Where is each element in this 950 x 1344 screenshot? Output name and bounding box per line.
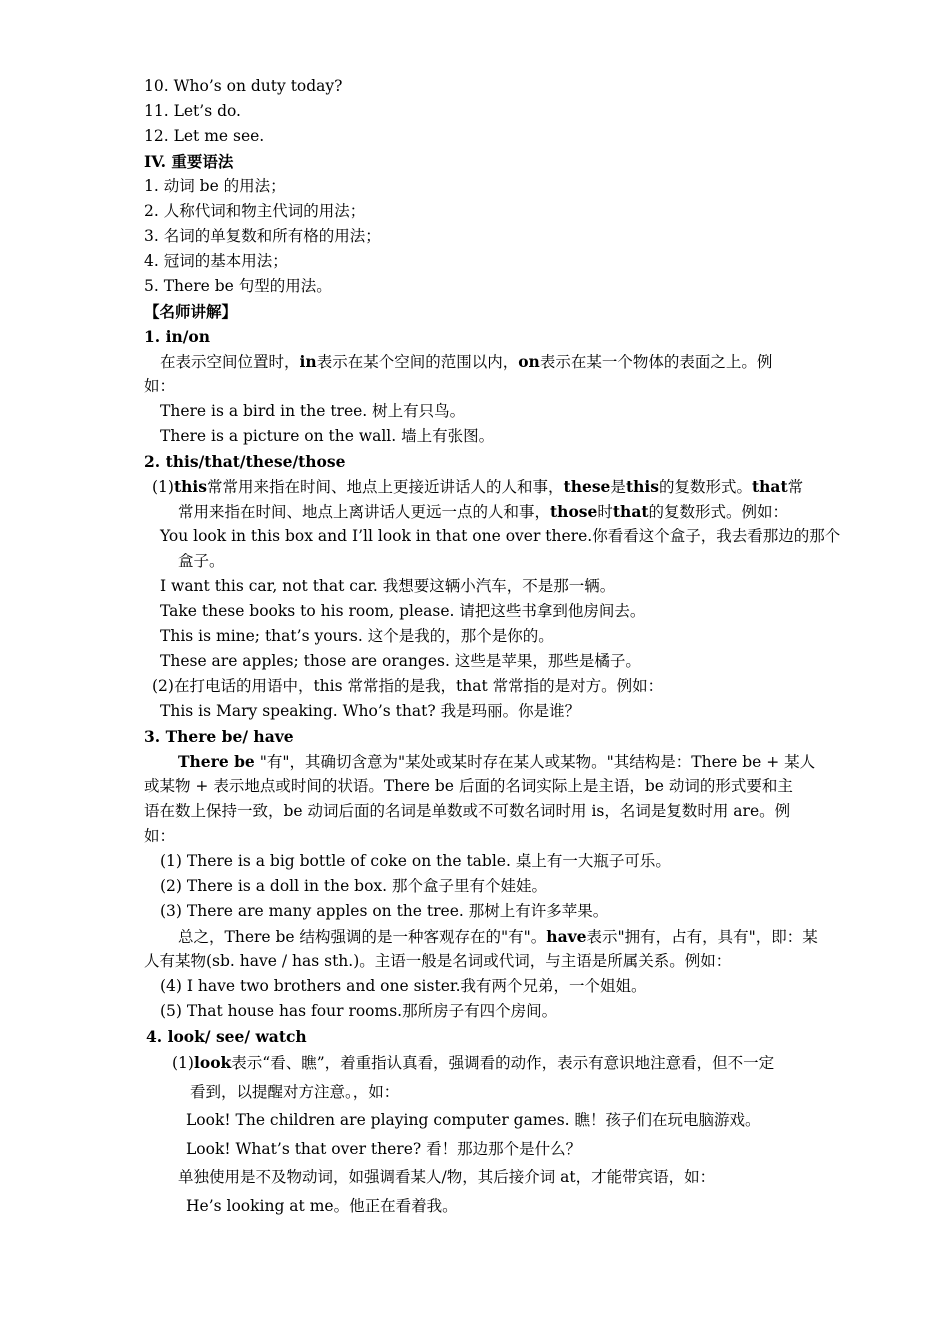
text-run: 时 (597, 503, 613, 521)
paragraph-line (178, 749, 850, 775)
text-run: that (612, 502, 649, 521)
text-run: (1) (152, 478, 174, 496)
text-run: 常 (787, 478, 804, 496)
example-line: Take these books to his room, please. 请把这些书拿到他房间去。 (160, 602, 646, 620)
text-run: 是 (610, 478, 626, 496)
text-run: this (173, 477, 208, 496)
paragraph-line (172, 1050, 844, 1076)
text-run: There be (178, 752, 255, 771)
text-run: 表示在某一个物体的表面之上。例 (539, 353, 773, 371)
example-line: He’s looking at me。他正在看着我。 (186, 1197, 458, 1215)
text-run: these (563, 477, 611, 496)
text-run: on (518, 352, 540, 371)
text-run: "有"，其确切含意为"某处或某时存在某人或某物。"其结构是：There be + 某人 (254, 753, 816, 771)
example-line: (3) There are many apples on the tree. 那树上有许多苹果。 (160, 902, 609, 920)
text-run: 表示“看、瞧”，着重指认真看，强调看的动作，表示有意识地注意看，但不一定 (231, 1054, 775, 1072)
paragraph-line: (2)在打电话的用语中，this 常常指的是我，that 常常指的是对方。例如： (152, 677, 664, 695)
text-run: 的复数形式。例如： (648, 503, 789, 521)
example-line: This is mine; that’s yours. 这个是我的，那个是你的。 (160, 627, 554, 645)
text-run: 的复数形式。 (658, 478, 752, 496)
example-line: These are apples; those are oranges. 这些是苹果，那些是橘子。 (160, 652, 641, 670)
paragraph-line: 单独使用是不及物动词，如强调看某人/物，其后接介词 at，才能带宾语，如： (178, 1168, 716, 1186)
text-run: in (299, 352, 317, 371)
example-line: There is a bird in the tree. 树上有只鸟。 (160, 402, 466, 420)
list-item: 4. 冠词的基本用法； (144, 252, 288, 270)
subsection-heading: 3. There be/ have (144, 727, 294, 746)
text-run: 常用来指在时间、地点上离讲话人更远一点的人和事， (178, 503, 551, 521)
paragraph-line: 看到，以提醒对方注意。，如： (190, 1083, 400, 1101)
example-line: (5) That house has four rooms.那所房子有四个房间。 (160, 1002, 558, 1020)
example-line: I want this car, not that car. 我想要这辆小汽车，不是那一辆。 (160, 577, 616, 595)
text-run: 总之，There be 结构强调的是一种客观存在的"有"。 (178, 928, 547, 946)
subsection-heading: 1. in/on (144, 327, 211, 346)
text-line: 11. Let’s do. (144, 102, 241, 120)
paragraph-line: 如： (144, 377, 176, 395)
text-run: 表示"拥有，占有，具有"，即：某 (586, 928, 818, 946)
paragraph-line: 人有某物(sb. have / has sth.)。主语一般是名词或代词，与主语是所属关系。例如： (144, 952, 732, 970)
section-heading: 【名师讲解】 (144, 302, 238, 321)
example-line: You look in this box and I’ll look in that one over there.你看看这个盒子，我去看那边的那个 (160, 527, 841, 545)
paragraph-line (178, 924, 850, 950)
text-line: 10. Who’s on duty today? (144, 77, 343, 95)
example-line: Look! The children are playing computer games. 瞧！孩子们在玩电脑游戏。 (186, 1111, 761, 1129)
text-run: this (625, 477, 659, 496)
list-item: 2. 人称代词和物主代词的用法； (144, 202, 366, 220)
section-heading: IV. 重要语法 (144, 152, 234, 171)
paragraph-line (152, 474, 824, 500)
paragraph-line (178, 499, 850, 525)
example-line: Look! What’s that over there? 看！那边那个是什么？ (186, 1140, 582, 1158)
text-line: 12. Let me see. (144, 127, 265, 145)
text-run: 在表示空间位置时， (160, 353, 300, 371)
text-run: 表示在某个空间的范围以内， (316, 353, 519, 371)
list-item: 1. 动词 be 的用法； (144, 177, 286, 195)
example-line: (4) I have two brothers and one sister.我有两个兄弟，一个姐姐。 (160, 977, 647, 995)
example-line: There is a picture on the wall. 墙上有张图。 (160, 427, 495, 445)
text-run: look (193, 1053, 232, 1072)
paragraph-line: 如： (144, 827, 176, 845)
list-item: 5. There be 句型的用法。 (144, 277, 332, 295)
list-item: 3. 名词的单复数和所有格的用法； (144, 227, 381, 245)
example-line: 盒子。 (178, 552, 225, 570)
text-run: 常常用来指在时间、地点上更接近讲话人的人和事， (207, 478, 564, 496)
paragraph-line: 或某物 + 表示地点或时间的状语。There be 后面的名词实际上是主语，be 动词的形式要和主 (144, 777, 793, 795)
example-line: (1) There is a big bottle of coke on the table. 桌上有一大瓶子可乐。 (160, 852, 671, 870)
subsection-heading: 2. this/that/these/those (144, 452, 346, 471)
example-line: This is Mary speaking. Who’s that? 我是玛丽。你是谁？ (160, 702, 581, 720)
paragraph-line (160, 349, 832, 375)
text-run: that (752, 477, 788, 496)
example-line: (2) There is a doll in the box. 那个盒子里有个娃娃。 (160, 877, 548, 895)
text-run: (1) (172, 1054, 194, 1072)
text-run: have (546, 927, 587, 946)
paragraph-line: 语在数上保持一致，be 动词后面的名词是单数或不可数名词时用 is，名词是复数时用 are。例 (144, 802, 791, 820)
text-run: those (550, 502, 598, 521)
subsection-heading: 4. look/ see/ watch (146, 1027, 307, 1046)
